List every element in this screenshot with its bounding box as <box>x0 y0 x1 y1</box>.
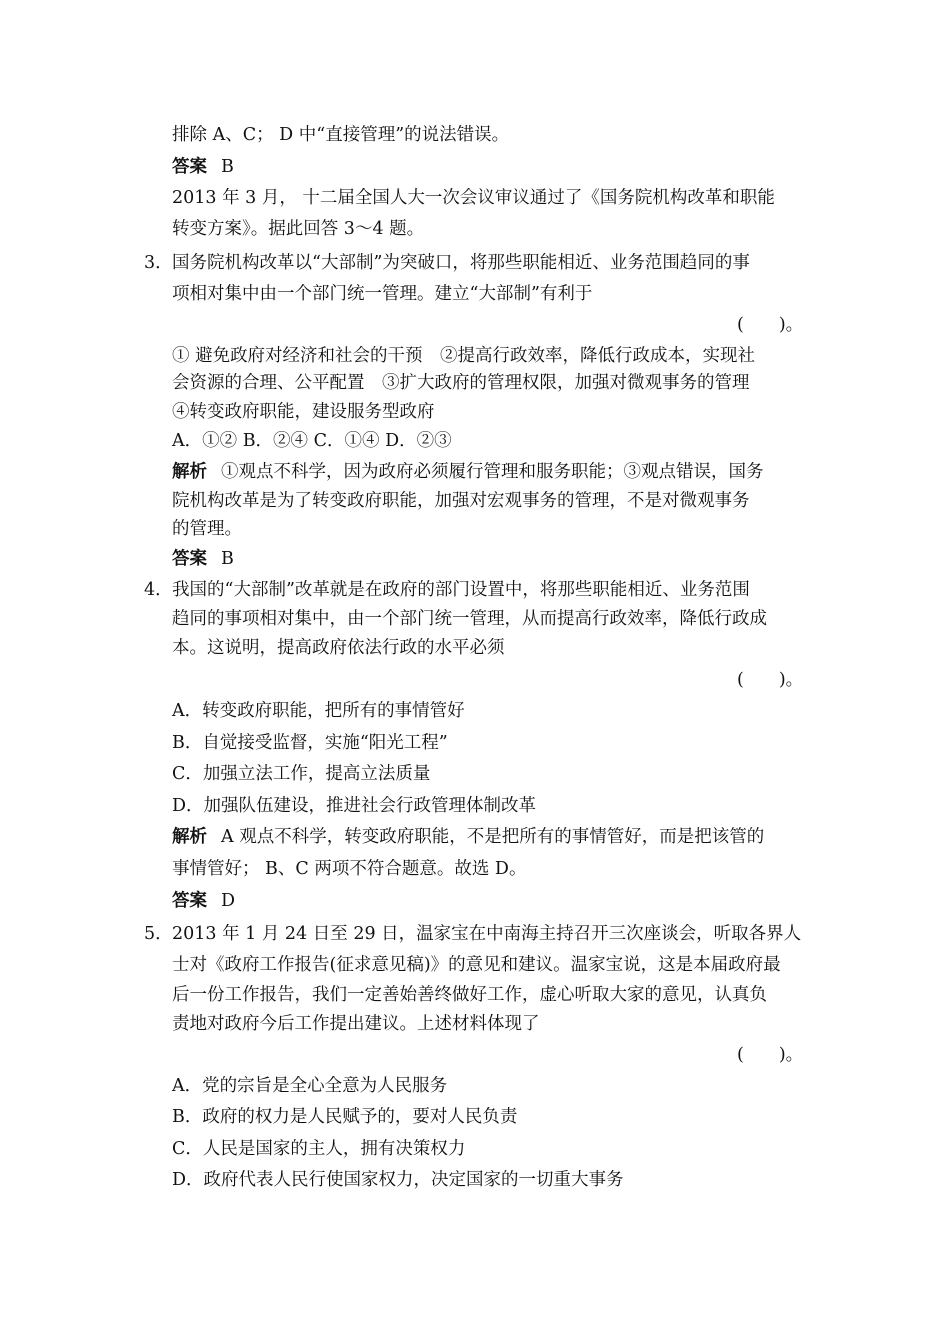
option-text: ④转变政府职能，建设服务型政府 <box>172 402 435 422</box>
option-c: C．人民是国家的主人，拥有决策权力 <box>172 1139 466 1159</box>
question-text: 项相对集中由一个部门统一管理。建立“大部制”有利于 <box>172 284 593 304</box>
analysis-label: 解析 <box>172 462 207 482</box>
answer-line <box>172 889 235 913</box>
answer-blank: ( )。 <box>737 670 804 690</box>
analysis-label: 解析 <box>172 827 207 847</box>
answer-value: B <box>221 549 234 569</box>
answer-label: 答案 <box>172 157 207 177</box>
answer-label: 答案 <box>172 549 207 569</box>
answer-line <box>172 547 234 571</box>
analysis-text: 的管理。 <box>172 519 242 539</box>
question-text: 责地对政府今后工作提出建议。上述材料体现了 <box>172 1014 540 1034</box>
option-d: D．政府代表人民行使国家权力，决定国家的一切重大事务 <box>172 1170 624 1190</box>
option-text: ① 避免政府对经济和社会的干预 ②提高行政效率，降低行政成本，实现社 <box>172 346 756 366</box>
answer-blank: ( )。 <box>737 1045 804 1065</box>
answer-value: B <box>221 157 234 177</box>
answer-value: D <box>221 891 236 911</box>
analysis-text: A 观点不科学，转变政府职能，不是把所有的事情管好，而是把该管的 <box>221 827 765 847</box>
option-text: 会资源的合理、公平配置 ③扩大政府的管理权限，加强对微观事务的管理 <box>172 373 750 393</box>
question-text: 本。这说明，提高政府依法行政的水平必须 <box>172 638 505 658</box>
question-text: 后一份工作报告，我们一定善始善终做好工作，虚心听取大家的意见，认真负 <box>172 985 767 1005</box>
question-text: 国务院机构改革以“大部制”为突破口，将那些职能相近、业务范围趋同的事 <box>172 253 750 273</box>
analysis-line <box>172 460 764 484</box>
text-line: 2013 年 3 月， 十二届全国人大一次会议审议通过了《国务院机构改革和职能 <box>172 188 775 208</box>
answer-label: 答案 <box>172 891 207 911</box>
text-line: 转变方案》。据此回答 3～4 题。 <box>172 219 425 239</box>
question-text: 2013 年 1 月 24 日至 29 日，温家宝在中南海主持召开三次座谈会，听取各界人 <box>172 924 802 944</box>
option-c: C．加强立法工作，提高立法质量 <box>172 764 431 784</box>
question-text: 我国的“大部制”改革就是在政府的部门设置中，将那些职能相近、业务范围 <box>172 580 750 600</box>
option-d: D．加强队伍建设，推进社会行政管理体制改革 <box>172 796 537 816</box>
choice-row: A．①② B．②④ C．①④ D．②③ <box>172 431 452 451</box>
question-number: 5． <box>144 924 173 944</box>
question-text: 士对《政府工作报告(征求意见稿)》的意见和建议。温家宝说，这是本届政府最 <box>172 955 781 975</box>
option-a: A．转变政府职能，把所有的事情管好 <box>172 701 465 721</box>
text-line: 排除 A、C； D 中“直接管理”的说法错误。 <box>172 125 510 145</box>
analysis-text: 院机构改革是为了转变政府职能，加强对宏观事务的管理，不是对微观事务 <box>172 491 750 511</box>
question-number: 3． <box>144 253 173 273</box>
analysis-text: ①观点不科学，因为政府必须履行管理和服务职能；③观点错误，国务 <box>221 462 764 482</box>
answer-blank: ( )。 <box>737 315 804 335</box>
option-b: B．自觉接受监督，实施“阳光工程” <box>172 733 448 753</box>
question-text: 趋同的事项相对集中，由一个部门统一管理，从而提高行政效率，降低行政成 <box>172 609 767 629</box>
answer-line <box>172 155 234 179</box>
analysis-text: 事情管好； B、C 两项不符合题意。故选 D。 <box>172 859 527 879</box>
option-b: B．政府的权力是人民赋予的，要对人民负责 <box>172 1107 518 1127</box>
question-number: 4． <box>144 580 173 600</box>
analysis-line <box>172 825 764 849</box>
option-a: A．党的宗旨是全心全意为人民服务 <box>172 1076 448 1096</box>
